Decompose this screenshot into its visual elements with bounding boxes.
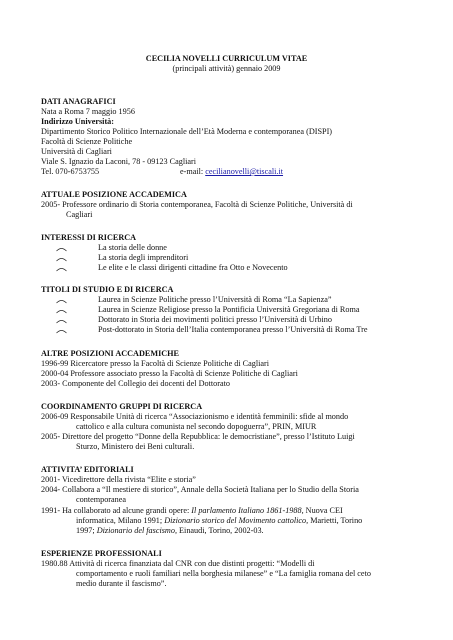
work-title-dizionario-cattolico: Dizionario storico del Movimento cattolico,: [164, 516, 309, 525]
section-heading-interessi: INTERESSI DI RICERCA: [41, 233, 137, 242]
arc-bullet-icon: [56, 256, 67, 262]
editorial-line-3: contemporanea: [76, 495, 127, 504]
section-heading-titoli: TITOLI DI STUDIO E DI RICERCA: [41, 285, 174, 294]
other-position-2: 2000-04 Professore associato presso la Facoltà di Scienze Politiche di Cagliari: [41, 369, 298, 378]
editorial-line-5: informatica, Milano 1991; Dizionario storico del Movimento cattolico, Marietti, Torino: [76, 516, 363, 525]
section-heading-esperienze: ESPERIENZE PROFESSIONALI: [41, 549, 162, 558]
arc-bullet-icon: [56, 308, 67, 314]
section-heading-editoriali: ATTIVITA’ EDITORIALI: [41, 465, 134, 474]
list-item: Dottorato in Storia dei movimenti politici presso l’Università di Urbino: [98, 315, 332, 324]
university-line: Università di Cagliari: [41, 147, 112, 156]
page-title: CECILIA NOVELLI CURRICULUM VITAE: [145, 54, 308, 63]
other-position-3: 2003- Componente del Collegio dei docenti del Dottorato: [41, 379, 230, 388]
arc-bullet-icon: [56, 328, 67, 334]
phone-line: Tel. 070-6753755: [41, 167, 100, 176]
editorial-line-6: 1997; Dizionario del fascismo, Einaudi, Torino, 2002-03.: [76, 526, 264, 535]
experience-line-1: 1980.88 Attività di ricerca finanziata dal CNR con due distinti progetti: “Modelli di: [41, 559, 315, 568]
email-link[interactable]: cecilianovelli@tiscali.it: [205, 167, 284, 176]
section-heading-altre: ALTRE POSIZIONI ACCADEMICHE: [41, 349, 180, 358]
experience-line-3: medio durante il fascismo”.: [76, 579, 167, 588]
section-heading-anagrafici: DATI ANAGRAFICI: [41, 97, 116, 106]
coord-line-4: Sturzo, Ministero dei Beni culturali.: [76, 442, 195, 451]
editorial-line-1: 2001- Vicedirettore della rivista “Elite e storia”: [41, 475, 196, 484]
arc-bullet-icon: [56, 266, 67, 272]
editorial-line-2: 2004- Collabora a “Il mestiere di storico”, Annale della Società Italiana per lo Studio della Storia: [41, 485, 359, 494]
editorial-line-4: 1991- Ha collaborato ad alcune grandi opere: Il parlamento Italiano 1861-1988, Nuova CEI: [41, 506, 343, 515]
address-label: Indirizzo Università:: [41, 117, 114, 126]
department-line: Dipartimento Storico Politico Internazionale dell’Età Moderna e contemporanea (DISPI): [41, 127, 333, 136]
arc-bullet-icon: [56, 298, 67, 304]
arc-bullet-icon: [56, 246, 67, 252]
position-line-2: Cagliari: [66, 210, 93, 219]
email-line: [180, 167, 283, 177]
list-item: La storia delle donne: [98, 243, 167, 252]
list-item: La storia degli imprenditori: [98, 253, 189, 262]
page-subtitle: (principali attività) gennaio 2009: [172, 64, 281, 73]
experience-line-2: comportamento e ruoli familiari nella borghesia milanese” e “La famiglia romana del ceto: [76, 569, 371, 578]
list-item: Laurea in Scienze Religiose presso la Pontificia Università Gregoriana di Roma: [98, 305, 360, 314]
coord-line-2: cattolico e alla cultura comunista nel secondo dopoguerra”, PRIN, MIUR: [76, 422, 317, 431]
work-title-dizionario-fascismo: Dizionario del fascismo,: [96, 526, 177, 535]
list-item: Laurea in Scienze Politiche presso l’Università di Roma “La Sapienza”: [98, 295, 332, 304]
arc-bullet-icon: [56, 318, 67, 324]
faculty-line: Facoltà di Scienze Politiche: [41, 137, 133, 146]
work-title-parlamento: Il parlamento Italiano 1861-1988,: [191, 506, 304, 515]
street-line: Viale S. Ignazio da Laconi, 78 - 09123 Cagliari: [41, 157, 197, 166]
other-position-1: 1996-99 Ricercatore presso la Facoltà di Scienze Politiche di Cagliari: [41, 359, 270, 368]
email-label: e-mail:: [180, 167, 206, 176]
section-heading-coordinamento: COORDINAMENTO GRUPPI DI RICERCA: [41, 402, 203, 411]
coord-line-3: 2005- Direttore del progetto “Donne della Repubblica: le democristiane”, presso l’Istituto Luigi: [41, 432, 355, 441]
position-line-1: 2005- Professore ordinario di Storia contemporanea, Facoltà di Scienze Politiche, Università di: [41, 200, 353, 209]
coord-line-1: 2006-09 Responsabile Unità di ricerca “Associazionismo e identità femminili: sfide al mondo: [41, 412, 349, 421]
list-item: Le elite e le classi dirigenti cittadine fra Otto e Novecento: [98, 263, 288, 272]
section-heading-posizione: ATTUALE POSIZIONE ACCADEMICA: [41, 190, 187, 199]
list-item: Post-dottorato in Storia dell’Italia contemporanea presso l’Università di Roma Tre: [98, 325, 368, 334]
birth-line: Nata a Roma 7 maggio 1956: [41, 107, 135, 116]
